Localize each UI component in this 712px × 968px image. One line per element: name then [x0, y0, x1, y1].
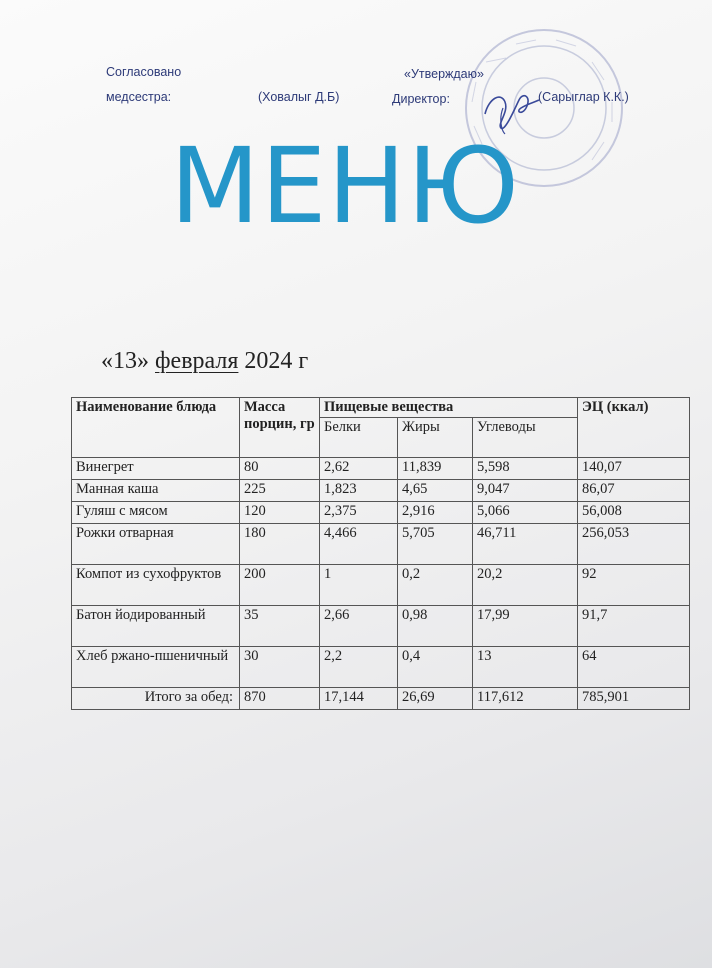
cell-dish: Винегрет	[72, 458, 240, 480]
director-label: Директор:	[392, 92, 450, 106]
cell-carbs: 5,598	[473, 458, 578, 480]
table-row	[72, 458, 690, 480]
cell-energy: 140,07	[578, 458, 690, 480]
cell-fats: 0,98	[398, 606, 473, 647]
cell-carbs: 17,99	[473, 606, 578, 647]
cell-carbs: 13	[473, 647, 578, 688]
cell-proteins: 1	[320, 565, 398, 606]
approve-label: «Утверждаю»	[404, 67, 484, 81]
nurse-label: медсестра:	[106, 90, 172, 104]
cell-proteins: 2,2	[320, 647, 398, 688]
cell-energy: 91,7	[578, 606, 690, 647]
cell-fats: 11,839	[398, 458, 473, 480]
total-carbs: 117,612	[473, 688, 578, 710]
header-energy: ЭЦ (ккал)	[578, 398, 690, 458]
cell-energy: 86,07	[578, 480, 690, 502]
director-name: (Сарыглар К.К.)	[538, 90, 629, 104]
cell-proteins: 2,66	[320, 606, 398, 647]
cell-fats: 2,916	[398, 502, 473, 524]
cell-mass: 200	[240, 565, 320, 606]
cell-energy: 92	[578, 565, 690, 606]
cell-mass: 225	[240, 480, 320, 502]
table-row	[72, 480, 690, 502]
menu-title: МЕНЮ	[170, 125, 520, 247]
table-total-row	[72, 688, 690, 710]
header-dish: Наименование блюда	[72, 398, 240, 458]
cell-carbs: 46,711	[473, 524, 578, 565]
date-day: «13»	[101, 348, 149, 374]
cell-energy: 56,008	[578, 502, 690, 524]
cell-mass: 30	[240, 647, 320, 688]
cell-dish: Гуляш с мясом	[72, 502, 240, 524]
header-fats: Жиры	[398, 418, 473, 458]
table-row	[72, 524, 690, 565]
total-energy: 785,901	[578, 688, 690, 710]
total-label: Итого за обед:	[72, 688, 240, 710]
cell-energy: 256,053	[578, 524, 690, 565]
cell-dish: Рожки отварная	[72, 524, 240, 565]
cell-fats: 0,4	[398, 647, 473, 688]
date-month: февраля	[155, 348, 239, 374]
nurse-name: (Ховалыг Д.Б)	[258, 90, 340, 104]
cell-dish: Компот из сухофруктов	[72, 565, 240, 606]
cell-dish: Манная каша	[72, 480, 240, 502]
cell-mass: 80	[240, 458, 320, 480]
total-mass: 870	[240, 688, 320, 710]
header-mass: Масса порцин, гр	[240, 398, 320, 458]
header-carbs: Углеводы	[473, 418, 578, 458]
cell-mass: 35	[240, 606, 320, 647]
cell-dish: Хлеб ржано-пшеничный	[72, 647, 240, 688]
cell-fats: 0,2	[398, 565, 473, 606]
cell-energy: 64	[578, 647, 690, 688]
agreed-label: Согласовано	[106, 65, 182, 79]
cell-proteins: 2,62	[320, 458, 398, 480]
cell-fats: 5,705	[398, 524, 473, 565]
table-row	[72, 565, 690, 606]
cell-fats: 4,65	[398, 480, 473, 502]
cell-proteins: 4,466	[320, 524, 398, 565]
header-nutrients: Пищевые вещества	[320, 398, 578, 418]
cell-proteins: 2,375	[320, 502, 398, 524]
header-proteins: Белки	[320, 418, 398, 458]
cell-carbs: 20,2	[473, 565, 578, 606]
menu-table	[71, 397, 690, 710]
cell-proteins: 1,823	[320, 480, 398, 502]
cell-carbs: 9,047	[473, 480, 578, 502]
table-row	[72, 502, 690, 524]
total-proteins: 17,144	[320, 688, 398, 710]
table-row	[72, 647, 690, 688]
menu-date	[101, 348, 308, 375]
cell-carbs: 5,066	[473, 502, 578, 524]
cell-mass: 180	[240, 524, 320, 565]
total-fats: 26,69	[398, 688, 473, 710]
date-year: 2024 г	[244, 348, 309, 374]
cell-mass: 120	[240, 502, 320, 524]
table-row	[72, 606, 690, 647]
cell-dish: Батон йодированный	[72, 606, 240, 647]
